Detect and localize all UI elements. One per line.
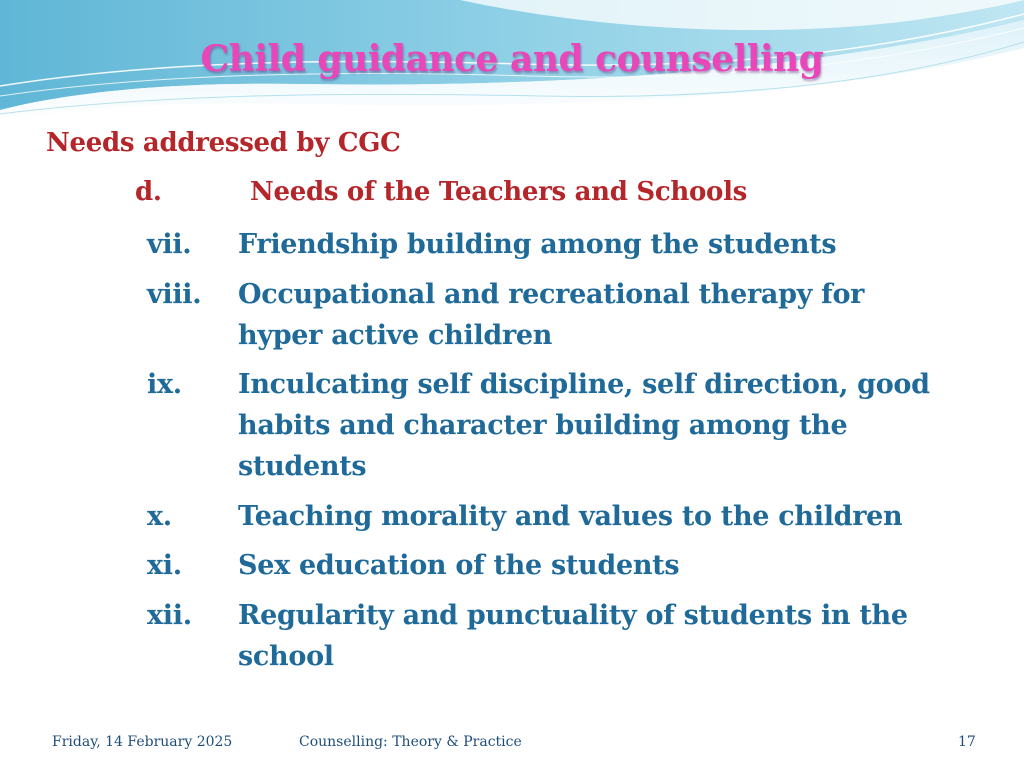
list-item-number: xi. bbox=[147, 550, 182, 581]
section-heading: Needs addressed by CGC bbox=[46, 128, 401, 158]
list-item-line: Regularity and punctuality of students in the bbox=[238, 600, 908, 631]
list-item-number: vii. bbox=[147, 229, 192, 260]
subsection-number: d. bbox=[135, 177, 162, 207]
list-item-line: Inculcating self discipline, self direction, good bbox=[238, 369, 930, 400]
list-item-number: x. bbox=[147, 501, 172, 532]
list-item-text bbox=[238, 595, 998, 677]
list-item-line: habits and character building among the bbox=[238, 410, 848, 441]
list-item-text bbox=[238, 224, 998, 265]
list-item-line: students bbox=[238, 451, 367, 482]
list-item-line: Sex education of the students bbox=[238, 550, 680, 581]
list-item-text bbox=[238, 545, 998, 586]
footer-title: Counselling: Theory & Practice bbox=[299, 734, 522, 750]
list-item-text bbox=[238, 496, 998, 537]
subsection-title: Needs of the Teachers and Schools bbox=[250, 177, 748, 207]
list-item-line: Teaching morality and values to the children bbox=[238, 501, 903, 532]
list-item-text bbox=[238, 364, 998, 487]
list-item-line: Occupational and recreational therapy for bbox=[238, 279, 865, 310]
list-item-line: school bbox=[238, 641, 334, 672]
list-item-line: Friendship building among the students bbox=[238, 229, 837, 260]
slide-number: 17 bbox=[958, 734, 976, 750]
list-item-number: ix. bbox=[147, 369, 182, 400]
footer-date: Friday, 14 February 2025 bbox=[52, 734, 233, 750]
list-item-text bbox=[238, 274, 998, 356]
list-item-number: viii. bbox=[147, 279, 202, 310]
slide-title: Child guidance and counselling bbox=[200, 38, 824, 80]
list-item-line: hyper active children bbox=[238, 320, 553, 351]
list-item-number: xii. bbox=[147, 600, 192, 631]
